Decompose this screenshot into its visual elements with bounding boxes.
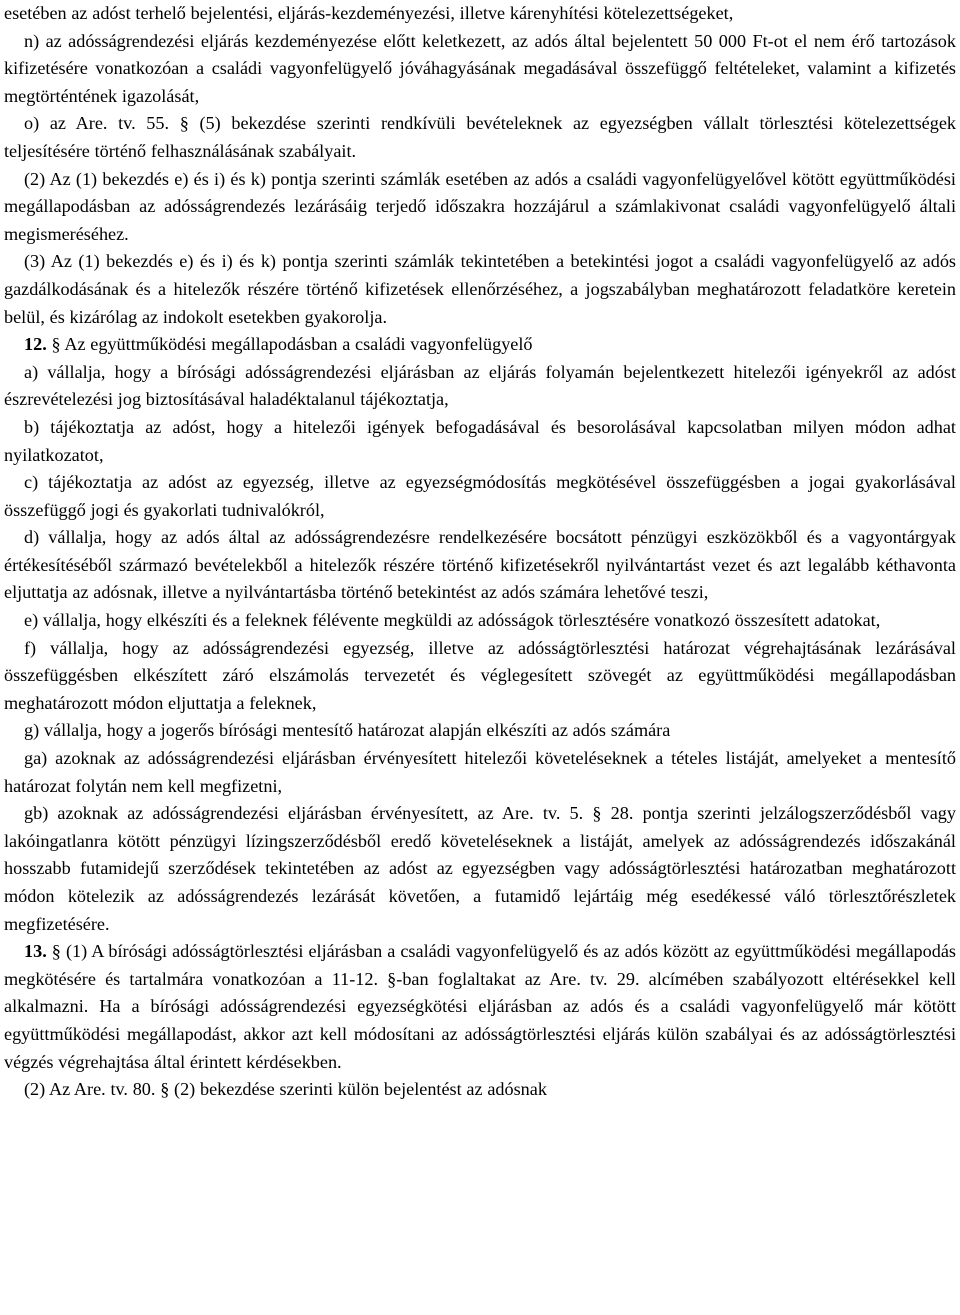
item-gb: gb) azoknak az adósságrendezési eljárásban érvényesített, az Are. tv. 5. § 28. pontja szerinti jelzálogszerződésből vagy lakóingatlanra kötött pénzügyi lízingszerződésből eredő követeléseknek a listáját, amelyek az adósságrendezés időszakánál hosszabb futamidejű szerződések tekintetében az adóst az egyezségben vagy adósságtörlesztési határozatban meghatározott módon kötelezik az adósságrendezés lezárását követően, a futamidő lejártáig még esedékessé váló törlesztőrészletek megfizetésére. — [4, 803, 956, 934]
section-12-intro: Az együttműködési megállapodásban a családi vagyonfelügyelő — [64, 334, 533, 355]
section-13-paragraph — [4, 938, 956, 1076]
section-13-number: 13. — [24, 941, 47, 962]
paragraph-tail: (2) Az Are. tv. 80. § (2) bekezdése szerinti külön bejelentést az adósnak — [24, 1079, 547, 1100]
item-e: e) vállalja, hogy elkészíti és a feleknek félévente megküldi az adósságok törlesztésére vonatkozó összesített adatokat, — [24, 610, 881, 631]
section-12-number: 12. — [24, 334, 47, 355]
paragraph-m-continuation: esetében az adóst terhelő bejelentési, eljárás-kezdeményezési, illetve kárenyhítési kötelezettségeket, — [4, 3, 734, 23]
item-g: g) vállalja, hogy a jogerős bírósági mentesítő határozat alapján elkészíti az adós számára — [24, 720, 671, 741]
item-d: d) vállalja, hogy az adós által az adósságrendezésre rendelkezésére bocsátott pénzügyi eszközökből és a vagyontárgyak értékesítéséből származó bevételekből a hitelezők részére történő kifizetésekről nyilvántartást vezet és azt legalább kéthavonta eljuttatja az adósnak, illetve a nyilvántartásba történő betekintést az adós számára lehetővé teszi, — [4, 527, 956, 603]
section-12-heading — [4, 331, 956, 359]
section-13-text: (1) A bírósági adósságtörlesztési eljárásban a családi vagyonfelügyelő és az adós között az együttműködési megállapodás megkötésére és tartalmára vonatkozóan a 11-12. §-ban foglaltakat az Are. tv. 29. alcímében szabályozott eltérésekkel kell alkalmazni. Ha a bírósági adósságrendezési egyezségkötési eljárásban az adós és a családi vagyonfelügyelő már kötött együttműködési megállapodást, akkor azt kell módosítani az adósságtörlesztési eljárás külön szabályai és az adósságtörlesztési végzés végrehajtása által érintett kérdésekben. — [4, 941, 956, 1072]
item-a: a) vállalja, hogy a bírósági adósságrendezési eljárásban az eljárás folyamán bejelentkezett hitelezői igényekről az adóst észrevételezési jog biztosításával haladéktalanul tájékoztatja, — [4, 361, 956, 410]
item-b: b) tájékoztatja az adóst, hogy a hitelezői igények befogadásával és besorolásával kapcsolatban milyen módon adhat nyilatkozatot, — [4, 416, 956, 465]
paragraph-subsection-2: (2) Az (1) bekezdés e) és i) és k) pontja szerinti számlák esetében az adós a családi vagyonfelügyelővel kötött együttműködési megállapodásban az adósságrendezés lezárásáig terjedő időszakra hozzájárul a számlakivonat családi vagyonfelügyelő általi megismeréséhez. — [4, 168, 956, 244]
paragraph-point-n: n) az adósságrendezési eljárás kezdeményezése előtt keletkezett, az adós által bejelentett 50 000 Ft-ot el nem érő tartozások kifizetésére vonatkozóan a családi vagyonfelügyelő jóváhagyásának megadásával összefüggő feltételeket, valamint a kifizetés megtörténtének igazolását, — [4, 30, 956, 106]
item-ga: ga) azoknak az adósságrendezési eljárásban érvényesített hitelezői követeléseknek a tételes listáját, amelyeket a mentesítő határozat folytán nem kell megfizetni, — [4, 748, 956, 796]
paragraph-point-o: o) az Are. tv. 55. § (5) bekezdése szerinti rendkívüli bevételeknek az egyezségben vállalt törlesztési kötelezettségek teljesítésére történő felhasználásának szabályait. — [4, 113, 956, 161]
item-c: c) tájékoztatja az adóst az egyezség, illetve az egyezségmódosítás megkötésével összefüggésben a jogai gyakorlásával összefüggő jogi és gyakorlati tudnivalókról, — [4, 472, 956, 520]
paragraph-subsection-3: (3) Az (1) bekezdés e) és i) és k) pontja szerinti számlák tekintetében a betekintési jogot a családi vagyonfelügyelő az adós gazdálkodásának és a hitelezők részére történő kifizetések ellenőrzéséhez, a jogszabályban meghatározott feladatköre keretein belül, és kizárólag az indokolt esetekben gyakorolja. — [4, 251, 956, 327]
section-symbol: § — [51, 941, 61, 962]
item-f: f) vállalja, hogy az adósságrendezési egyezség, illetve az adósságtörlesztési határozat végrehajtásának lezárásával összefüggésben elkészített záró elszámolás tervezetét és véglegesített szövegét az együttműködési megállapodásban meghatározott módon eljuttatja a feleknek, — [4, 637, 956, 713]
section-symbol: § — [51, 334, 61, 355]
